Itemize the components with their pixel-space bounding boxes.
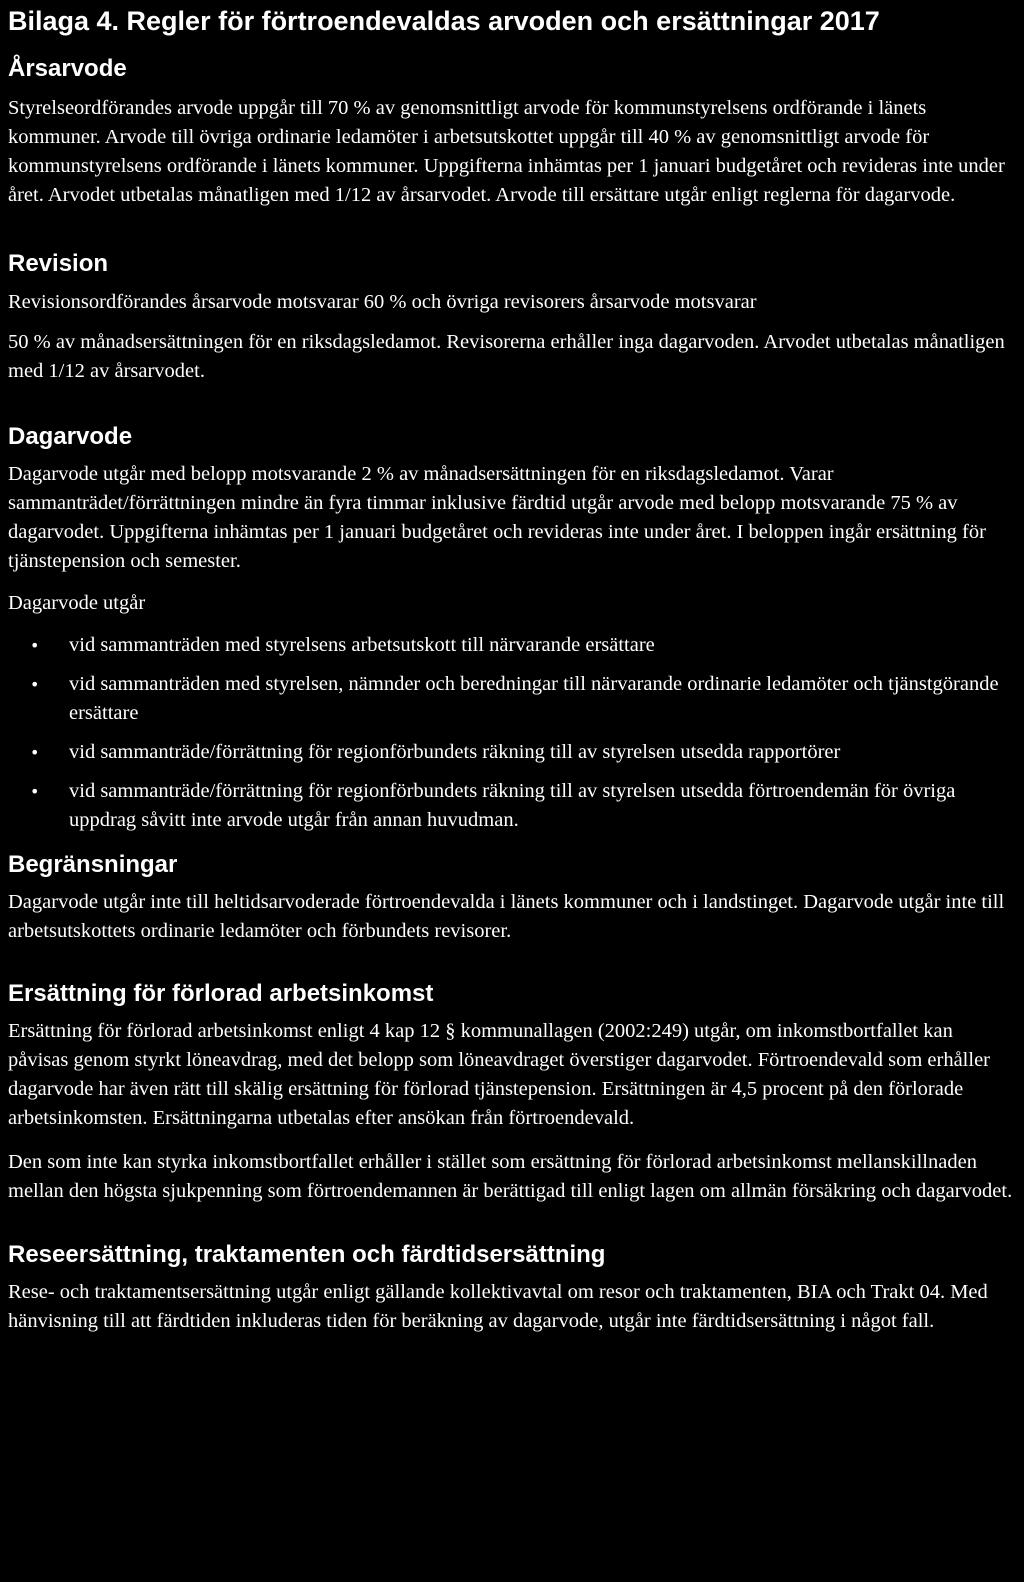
dagarvode-paragraph: Dagarvode utgår med belopp motsvarande 2 % av månadsersättningen för en riksdagsledamot. Varar sammanträdet/förrättningen mindre än fyra timmar inklusive färdtid utgår arvode med belopp motsvarande 75 % av dagarvodet. Uppgifterna inhämtas per 1 januari budgetåret och revideras inte under året. I beloppen ingår ersättning för tjänstepension och semester. xyxy=(8,463,986,572)
revision-paragraph-1: Revisionsordförandes årsarvode motsvarar 60 % och övriga revisorers årsarvode motsvarar xyxy=(8,291,757,313)
bullet-icon: • xyxy=(30,782,40,801)
bullet-icon: • xyxy=(30,636,40,655)
section-heading-forlorad-arbetsinkomst: Ersättning för förlorad arbetsinkomst xyxy=(8,980,434,1007)
document-page xyxy=(8,0,1014,1336)
begransningar-paragraph: Dagarvode utgår inte till heltidsarvoderade förtroendevalda i länets kommuner och i landstinget. Dagarvode utgår inte till arbetsutskottets ordinarie ledamöter och förbundets revisorer. xyxy=(8,891,1005,942)
list-item xyxy=(8,738,1014,767)
bullet-icon: • xyxy=(30,743,40,762)
arsarvode-paragraph: Styrelseordförandes arvode uppgår till 70 % av genomsnittligt arvode för kommunstyrelsens ordförande i länets kommuner. Arvode till övriga ordinarie ledamöter i arbetsutskottet uppgår till 40 % av genomsnittligt arvode för kommunstyrelsens ordförande i länets kommuner. Uppgifterna inhämtas per 1 januari budgetåret och revideras inte under året. Arvodet utbetalas månatligen med 1/12 av årsarvodet. Arvode till ersättare utgår enligt reglerna för dagarvode. xyxy=(8,97,1005,206)
revision-paragraph-2: 50 % av månadsersättningen för en riksdagsledamot. Revisorerna erhåller inga dagarvoden. Arvodet utbetalas månatligen med 1/12 av årsarvodet. xyxy=(8,331,1005,382)
dagarvode-intro: Dagarvode utgår xyxy=(8,592,146,614)
forlorad-arbetsinkomst-paragraph-1: Ersättning för förlorad arbetsinkomst enligt 4 kap 12 § kommunallagen (2002:249) utgår, om inkomstbortfallet kan påvisas genom styrkt löneavdrag, med det belopp som löneavdraget överstiger dagarvodet. Förtroendevald som erhåller dagarvode har även rätt till skälig ersättning för förlorad tjänstepension. Ersättningen är 4,5 procent på den förlorade arbetsinkomsten. Ersättningarna utbetalas efter ansökan från förtroendevald. xyxy=(8,1020,990,1129)
bullet-icon: • xyxy=(30,675,40,694)
dagarvode-bullet-list xyxy=(8,631,1014,835)
list-item xyxy=(8,631,1014,660)
section-heading-revision: Revision xyxy=(8,250,109,277)
forlorad-arbetsinkomst-paragraph-2: Den som inte kan styrka inkomstbortfallet erhåller i stället som ersättning för förlorad arbetsinkomst mellanskillnaden mellan den högsta sjukpenning som förtroendemannen är berättigad till enligt lagen om allmän försäkring och dagarvodet. xyxy=(8,1151,1013,1202)
list-item-text: vid sammanträde/förrättning för regionförbundets räkning till av styrelsen utsedda förtroendemän för övriga uppdrag såvitt inte arvode utgår från annan huvudman. xyxy=(69,780,956,831)
section-heading-begransningar: Begränsningar xyxy=(8,851,178,878)
section-heading-arsarvode: Årsarvode xyxy=(8,55,127,82)
list-item-text: vid sammanträden med styrelsen, nämnder och beredningar till närvarande ordinarie ledamöter och tjänstgörande ersättare xyxy=(69,673,999,724)
section-heading-reseersattning: Reseersättning, traktamenten och färdtidsersättning xyxy=(8,1241,606,1268)
list-item-text: vid sammanträden med styrelsens arbetsutskott till närvarande ersättare xyxy=(69,634,655,656)
list-item xyxy=(8,670,1014,728)
list-item-text: vid sammanträde/förrättning för regionförbundets räkning till av styrelsen utsedda rapportörer xyxy=(69,741,841,763)
list-item xyxy=(8,777,1014,835)
section-heading-dagarvode: Dagarvode xyxy=(8,423,133,450)
document-title: Bilaga 4. Regler för förtroendevaldas arvoden och ersättningar 2017 xyxy=(8,6,880,36)
reseersattning-paragraph: Rese- och traktamentsersättning utgår enligt gällande kollektivavtal om resor och traktamenten, BIA och Trakt 04. Med hänvisning till att färdtiden inkluderas tiden för beräkning av dagarvode, utgår inte färdtidsersättning i något fall. xyxy=(8,1281,988,1332)
